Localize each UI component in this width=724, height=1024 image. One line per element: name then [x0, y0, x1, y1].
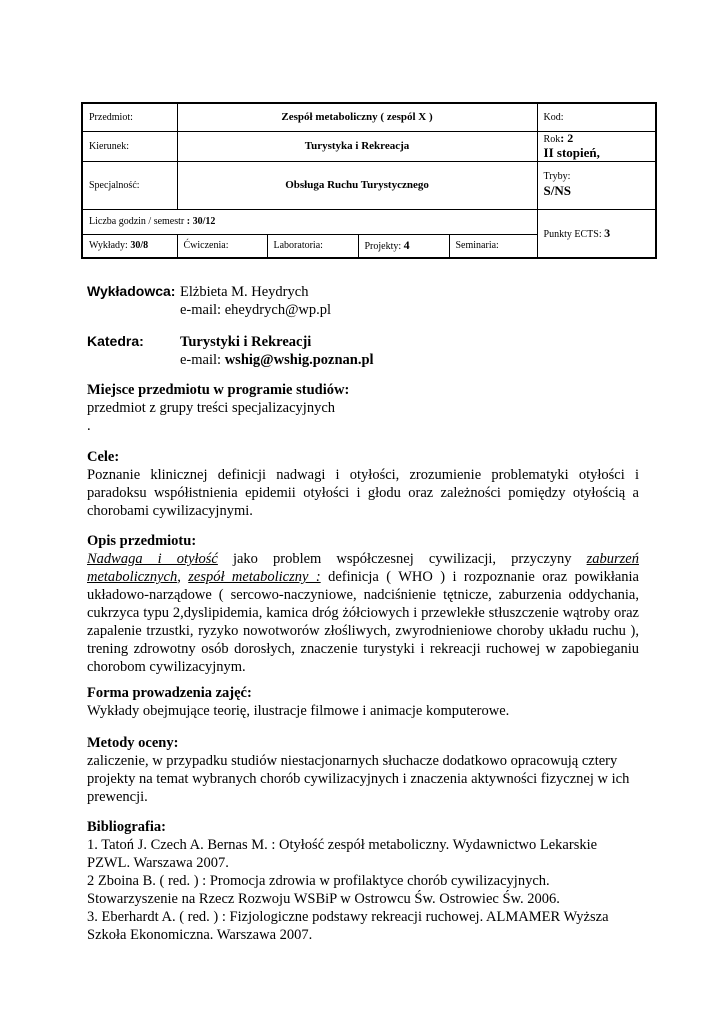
projekty-value: 4 [403, 238, 410, 253]
wyklady-cell [82, 234, 177, 258]
opis-section [87, 532, 639, 676]
godziny-label: Liczba godzin / semestr [89, 216, 185, 227]
metody-section [87, 734, 639, 806]
specjalnosc-label: Specjalność: [82, 161, 177, 209]
opis-text-3: definicja ( WHO ) i rozpoznanie oraz powikłania układowo-narządowe ( sercowo-naczyniowe, nadciśnienie tętnicze, zaburzenia oddychania, cukrzyca typu 2,dyslipidemia, kamica dróg żółciowych i przewlekłe stłuszczenie wątroby oraz zapalenie trzustki, ryzyko nowotworów złośliwych, zwyrodnieniowe choroby układu ruchu ), trening zdrowotny osób dorosłych, znaczenie turystyki i rekreacji ruchowej w zapobieganiu chorobom cywilizacyjnym. [87, 569, 639, 675]
katedra-label: Katedra: [87, 333, 144, 349]
forma-title: Forma prowadzenia zajęć: [87, 685, 252, 701]
bibliografia-title: Bibliografia: [87, 819, 166, 835]
katedra-email-prefix: e-mail: [180, 352, 225, 368]
tryby-value: S/NS [543, 183, 572, 198]
laboratoria-label: Laboratoria: [267, 234, 358, 258]
opis-link-zespol[interactable]: zespół metaboliczny : [188, 569, 321, 585]
stopien-value: II stopień, [543, 144, 600, 160]
cele-text: Poznanie klinicznej definicji nadwagi i otyłości, zrozumienie problematyki otyłości i paradoksu współistnienia epidemii otyłości i głodu oraz zależności pomiędzy otyłością a chorobami cywilizacyjnymi. [87, 467, 639, 519]
kod-label: Kod: [537, 103, 656, 131]
course-header-table [81, 102, 657, 259]
projekty-cell [358, 234, 449, 258]
miejsce-section [87, 381, 349, 435]
katedra-section [87, 332, 374, 369]
tryby-cell [537, 161, 656, 209]
row-przedmiot [82, 103, 656, 131]
miejsce-dot: . [87, 418, 91, 434]
wykladowca-label: Wykładowca: [87, 283, 176, 299]
przedmiot-label: Przedmiot: [82, 103, 177, 131]
specjalnosc-value: Obsługa Ruchu Turystycznego [177, 161, 537, 209]
forma-section [87, 684, 509, 720]
bibliografia-item-2: 2 Zboina B. ( red. ) : Promocja zdrowia w profilaktyce chorób cywilizacyjnych. Stowarzyszenie na Rzecz Rozwoju WSBiP w Ostrowcu Św. Ostrowiec Św. 2006. [87, 873, 560, 907]
katedra-name: Turystyki i Rekreacji [180, 334, 312, 350]
opis-link-nadwaga[interactable]: Nadwaga i otyłość [87, 551, 218, 567]
opis-text-1: jako problem współczesnej cywilizacji, przyczyny [217, 551, 587, 567]
cele-section [87, 448, 639, 520]
row-kierunek [82, 131, 656, 161]
rok-label: Rok [543, 133, 561, 145]
kierunek-value: Turystyka i Rekreacja [177, 131, 537, 161]
row-godziny [82, 209, 656, 234]
opis-text [87, 550, 639, 676]
forma-text: Wykłady obejmujące teorię, ilustracje filmowe i animacje komputerowe. [87, 703, 510, 719]
opis-link-zaburzenia[interactable]: zaburzeń metabolicznych [87, 551, 639, 585]
katedra-email: wshig@wshig.poznan.pl [224, 352, 374, 368]
bibliografia-section [87, 818, 639, 944]
bibliografia-item-3: 3. Eberhardt A. ( red. ) : Fizjologiczne podstawy rekreacji ruchowej. ALMAMER Wyższa Szkoła Ekonomiczna. Warszawa 2007. [87, 909, 609, 943]
rok-value: : 2 [560, 130, 574, 145]
ects-value: 3 [604, 225, 611, 240]
miejsce-text: przedmiot z grupy treści specjalizacyjnych [87, 400, 336, 416]
bibliografia-item-1: 1. Tatoń J. Czech A. Bernas M. : Otyłość zespół metaboliczny. Wydawnictwo Lekarskie PZWL. Warszawa 2007. [87, 837, 598, 871]
przedmiot-value: Zespół metaboliczny ( zespól X ) [177, 103, 537, 131]
godziny-value: : 30/12 [186, 216, 216, 227]
ects-cell [537, 209, 656, 258]
cwiczenia-label: Ćwiczenia: [177, 234, 267, 258]
wykladowca-section [87, 282, 331, 319]
wyklady-label: Wykłady: [89, 240, 128, 252]
wyklady-value: 30/8 [130, 240, 149, 252]
cele-title: Cele: [87, 449, 120, 465]
row-specjalnosc [82, 161, 656, 209]
opis-title: Opis przedmiotu: [87, 533, 197, 549]
godziny-cell [82, 209, 537, 234]
opis-text-2: , [177, 569, 189, 585]
ects-label: Punkty ECTS: [543, 228, 602, 240]
projekty-label: Projekty: [364, 241, 402, 253]
kierunek-label: Kierunek: [82, 131, 177, 161]
seminaria-label: Seminaria: [449, 234, 537, 258]
rok-cell [537, 131, 656, 161]
wykladowca-email: e-mail: eheydrych@wp.pl [180, 302, 332, 318]
miejsce-title: Miejsce przedmiotu w programie studiów: [87, 382, 350, 398]
wykladowca-name: Elżbieta M. Heydrych [180, 284, 309, 300]
metody-title: Metody oceny: [87, 735, 179, 751]
metody-text: zaliczenie, w przypadku studiów niestacjonarnych słuchacze dodatkowo opracowują cztery projekty na temat wybranych chorób cywilizacyjnych i znaczenia aktywności fizycznej w ich prewencji. [87, 753, 630, 805]
tryby-label: Tryby: [543, 171, 571, 182]
